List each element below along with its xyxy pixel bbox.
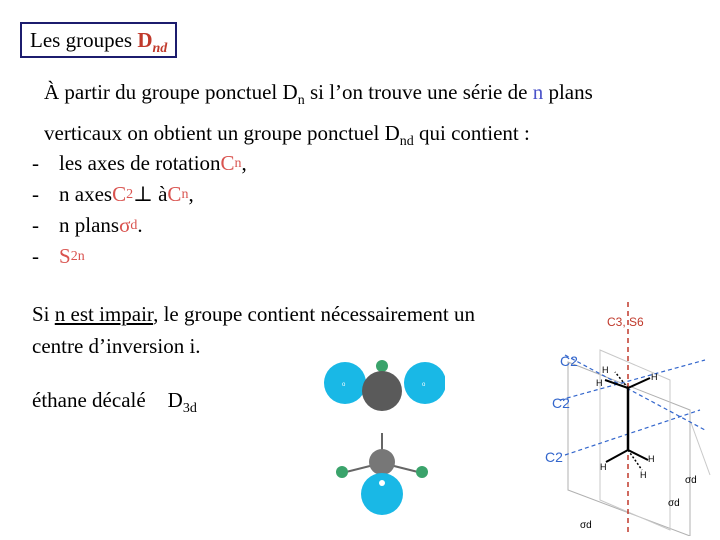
list-item: - n axes C 2 ⊥ à C n , (32, 182, 194, 206)
c2-label: C2 (560, 353, 578, 369)
c-h-bond (628, 378, 650, 388)
hydrogen-atom-small (376, 360, 388, 372)
c3-s6-label: C3, S6 (607, 315, 644, 329)
h-label: H (596, 378, 603, 388)
list-item: - les axes de rotation C n , (32, 151, 247, 175)
hydrogen-atom (361, 473, 403, 515)
intro-paragraph (44, 76, 593, 158)
c-h-bond (606, 450, 628, 462)
hydrogen-highlight (379, 480, 385, 486)
sigma-d-label: σd (668, 498, 680, 509)
h-label: H (602, 365, 609, 375)
carbon-atom (362, 371, 402, 411)
list-item: - n plans σ d . (32, 213, 143, 237)
h-label: H (648, 454, 655, 464)
svg-text:o: o (422, 382, 426, 388)
intro-line-2: verticaux on obtient un groupe ponctuel $D_{nd}$ qui contient : (44, 121, 530, 149)
slide-title (20, 22, 177, 58)
h-label: H (651, 372, 658, 382)
odd-line-1: Si n est impair, le groupe contient nécessairement un (32, 302, 475, 326)
example-group: $D_{3d}$ (167, 388, 197, 416)
odd-line-2: centre d’inversion i. (32, 334, 201, 358)
carbon-atom (369, 449, 395, 475)
h-label: H (600, 462, 607, 472)
c2-axis (560, 360, 705, 400)
example-line (32, 384, 197, 425)
title-group-symbol: $D_{nd}$ (137, 28, 168, 57)
sigma-d-label: σd (580, 520, 592, 531)
hydrogen-atom-small (416, 466, 428, 478)
title-text: Les groupes (30, 28, 138, 52)
elements-list (32, 148, 247, 272)
ethane-symmetry-diagram (540, 300, 715, 536)
sigma-d-plane (600, 350, 670, 530)
example-name: éthane décalé (32, 388, 146, 412)
odd-case-paragraph (32, 298, 475, 362)
c2-label: C2 (545, 449, 563, 465)
sigma-d-label: σd (685, 475, 697, 486)
hydrogen-atom-small (336, 466, 348, 478)
intro-line-1: À partir du groupe ponctuel $D_n$ si l’on trouve une série de n plans (44, 80, 593, 108)
svg-text:o: o (342, 382, 346, 388)
list-item: - S 2n (32, 244, 85, 268)
c2-label: C2 (552, 395, 570, 411)
c2-axis (565, 410, 700, 455)
h-label: H (640, 470, 647, 480)
ethane-projection-diagram (315, 358, 445, 523)
